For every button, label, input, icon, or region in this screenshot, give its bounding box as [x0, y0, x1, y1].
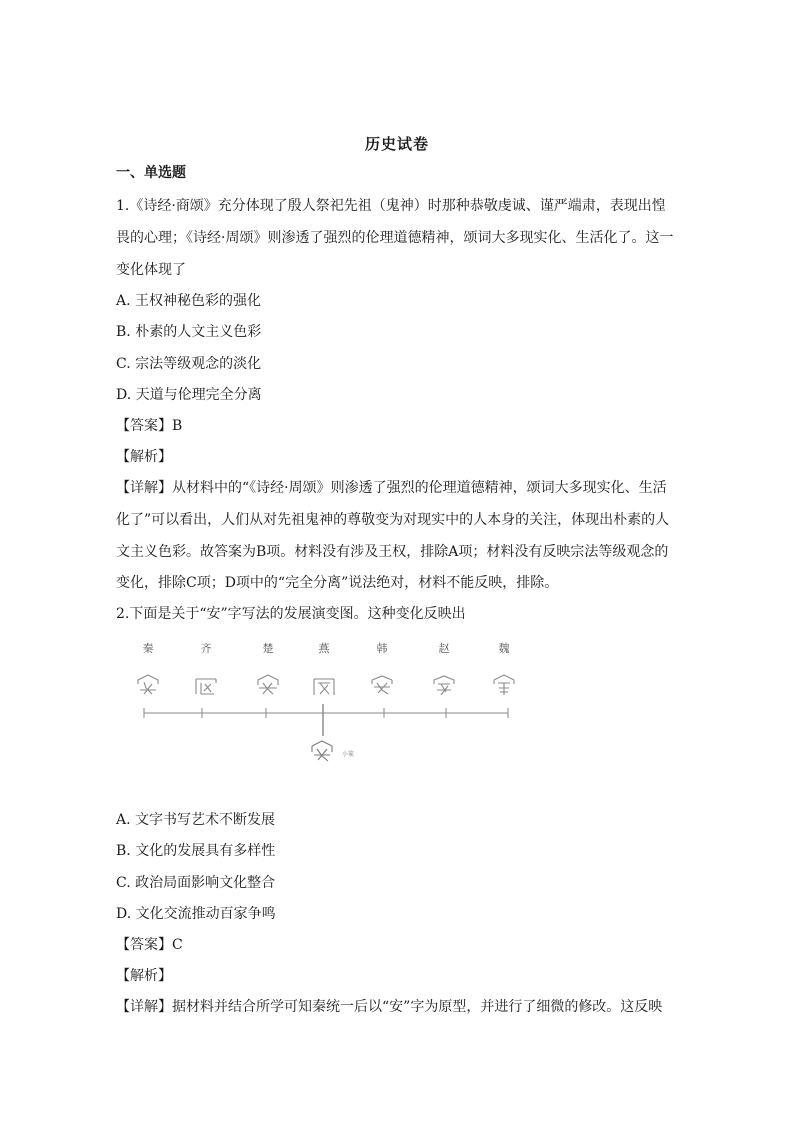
state-label-chu: 楚: [262, 642, 274, 655]
q2-option-c: C. 政治局面影响文化整合: [116, 875, 276, 891]
q1-stem-line-2: 畏的心理；《诗经·周颂》则渗透了强烈的伦理道德精神，颂词大多现实化、生活化了。这一: [116, 230, 674, 246]
glyph-han: [372, 676, 392, 694]
variant-glyphs: [138, 675, 514, 695]
document-title: 历史试卷: [364, 135, 429, 153]
q2-option-d: D. 文化交流推动百家争鸣: [116, 906, 276, 922]
q1-stem-line-1: 1.《诗经·商颂》充分体现了殷人祭祀先祖（鬼神）时那种恭敬虔诚、谨严端肃，表现出惶: [116, 198, 666, 214]
timeline: [144, 704, 508, 736]
q1-option-d: D. 天道与伦理完全分离: [116, 387, 262, 403]
section-heading: 一、单选题: [116, 165, 186, 181]
state-label-qin: 秦: [142, 642, 154, 655]
q2-answer: 【答案】C: [116, 937, 183, 953]
glyph-small-seal: [312, 741, 332, 761]
state-label-wei: 魏: [498, 642, 510, 655]
glyph-qin: [138, 675, 158, 694]
q1-detail-line-4: 变化，排除C项；D项中的“完全分离”说法绝对，材料不能反映，排除。: [116, 575, 559, 591]
state-label-zhao: 赵: [438, 642, 450, 655]
glyph-wei: [494, 675, 514, 695]
glyph-qi: [196, 679, 216, 694]
q1-analysis-label: 【解析】: [116, 449, 172, 465]
q1-detail-line-3: 文主义色彩。故答案为B项。材料没有涉及王权，排除A项；材料没有反映宗法等级观念的: [116, 544, 669, 560]
q2-option-a: A. 文字书写艺术不断发展: [116, 812, 276, 828]
q1-stem-line-3: 变化体现了: [116, 262, 186, 278]
q1-option-a: A. 王权神秘色彩的强化: [116, 293, 262, 309]
an-character-evolution-figure: [128, 632, 548, 777]
q1-option-c: C. 宗法等级观念的淡化: [116, 356, 262, 372]
q1-detail-line-1: 【详解】从材料中的“《诗经·周颂》则渗透了强烈的伦理道德精神，颂词大多现实化、生活: [116, 480, 667, 496]
q1-option-b: B. 朴素的人文主义色彩: [116, 324, 262, 340]
q1-detail-line-2: 化了”可以看出，人们从对先祖鬼神的尊敬变为对现实中的人本身的关注，体现出朴素的人: [116, 512, 670, 528]
q1-answer: 【答案】B: [116, 418, 183, 434]
glyph-chu: [258, 675, 278, 694]
q2-stem: 2.下面是关于“安”字写法的发展演变图。这种变化反映出: [116, 606, 466, 622]
state-label-han: 韩: [376, 642, 388, 655]
state-label-yan: 燕: [318, 642, 330, 655]
small-seal-label: 小篆: [342, 751, 355, 758]
q2-analysis-label: 【解析】: [116, 968, 172, 984]
q2-detail-line-1: 【详解】据材料并结合所学可知秦统一后以“安”字为原型，并进行了细微的修改。这反映: [116, 999, 663, 1015]
glyph-zhao: [434, 676, 454, 695]
state-label-qi: 齐: [200, 642, 212, 655]
q2-option-b: B. 文化的发展具有多样性: [116, 843, 276, 859]
glyph-yan: [314, 679, 334, 695]
